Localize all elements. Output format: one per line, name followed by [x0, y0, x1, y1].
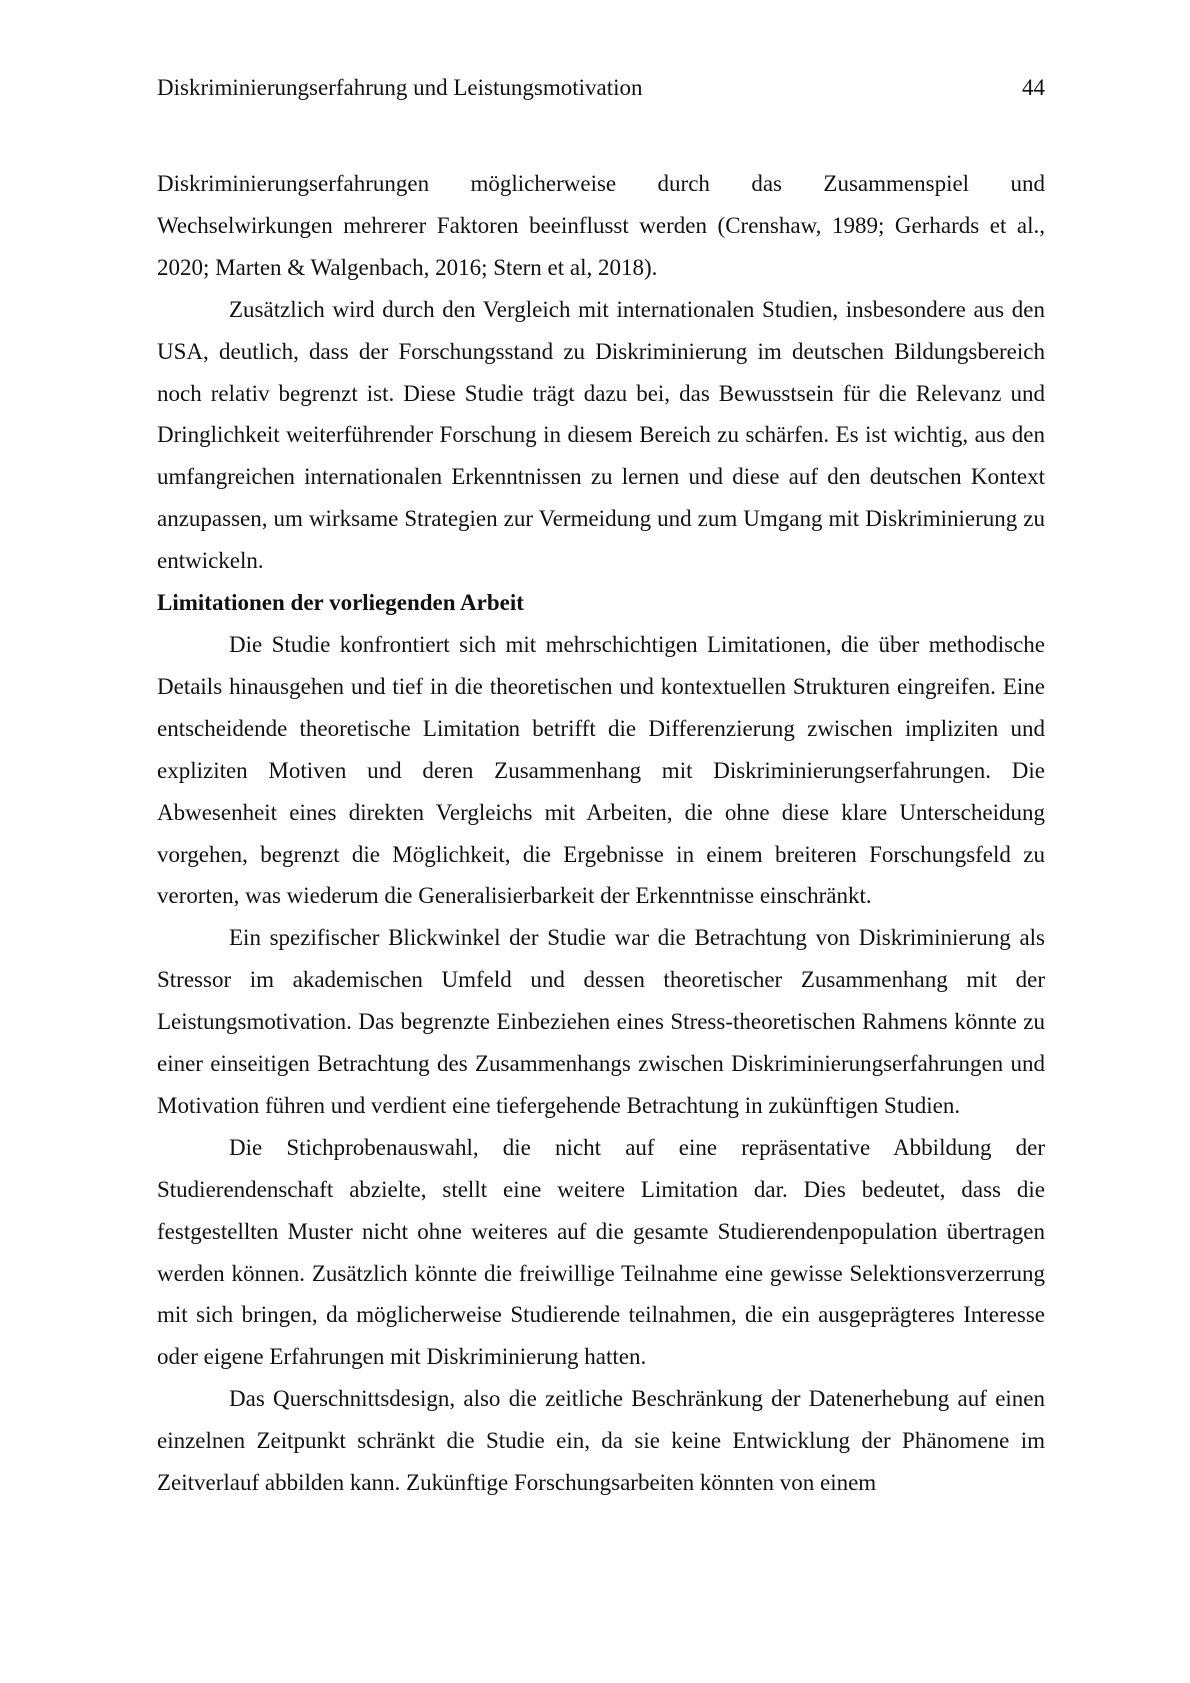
section-heading-limitations: Limitationen der vorliegenden Arbeit: [157, 590, 524, 616]
page-number: 44: [1022, 75, 1045, 100]
running-header: [157, 70, 1045, 106]
paragraph-cross-sectional-design: Das Querschnittsdesign, also die zeitliche Beschränkung der Datenerhebung auf einen einzelnen Zeitpunkt schränkt die Studie ein, da sie keine Entwicklung der Phänomene im Zeitverlauf abbilden kann. Zukünftige Forschungsarbeiten könnten von einem: [157, 1386, 1045, 1496]
body-text: [157, 163, 1045, 1504]
paragraph-stressor: Ein spezifischer Blickwinkel der Studie war die Betrachtung von Diskriminierung als Stressor im akademischen Umfeld und dessen theoretischer Zusammenhang mit der Leistungsmotivation. Das begrenzte Einbeziehen eines Stress-theoretischen Rahmens könnte zu einer einseitigen Betrachtung des Zusammenhangs zwischen Diskriminierungserfahrungen und Motivation führen und verdient eine tiefergehende Betrachtung in zukünftigen Studien.: [157, 925, 1045, 1118]
running-header-title: Diskriminierungserfahrung und Leistungsmotivation: [157, 75, 643, 100]
paragraph-international-comparison: Zusätzlich wird durch den Vergleich mit internationalen Studien, insbesondere aus den USA, deutlich, dass der Forschungsstand zu Diskriminierung im deutschen Bildungsbereich noch relativ begrenzt ist. Diese Studie trägt dazu bei, das Bewusstsein für die Relevanz und Dringlichkeit weiterführender Forschung in diesem Bereich zu schärfen. Es ist wichtig, aus den umfangreichen internationalen Erkenntnissen zu lernen und diese auf den deutschen Kontext anzupassen, um wirksame Strategien zur Vermeidung und zum Umgang mit Diskriminierung zu entwickeln.: [157, 296, 1045, 574]
paragraph-limitations: Die Studie konfrontiert sich mit mehrschichtigen Limitationen, die über methodische Details hinausgehen und tief in die theoretischen und kontextuellen Strukturen eingreifen. Eine entscheidende theoretische Limitation betrifft die Differenzierung zwischen impliziten und expliziten Motiven und deren Zusammenhang mit Diskriminierungserfahrungen. Die Abwesenheit eines direkten Vergleichs mit Arbeiten, die ohne diese klare Unterscheidung vorgehen, begrenzt die Möglichkeit, die Ergebnisse in einem breiteren Forschungsfeld zu verorten, was wiederum die Generalisierbarkeit der Erkenntnisse einschränkt.: [157, 631, 1045, 909]
paragraph-continued: Diskriminierungserfahrungen möglicherweise durch das Zusammenspiel und Wechselwirkungen mehrerer Faktoren beeinflusst werden (Crenshaw, 1989; Gerhards et al., 2020; Marten & Walgenbach, 2016; Stern et al, 2018).: [157, 171, 1045, 280]
paragraph-sample: Die Stichprobenauswahl, die nicht auf eine repräsentative Abbildung der Studierendenschaft abzielte, stellt eine weitere Limitation dar. Dies bedeutet, dass die festgestellten Muster nicht ohne weiteres auf die gesamte Studierendenpopulation übertragen werden können. Zusätzlich könnte die freiwillige Teilnahme eine gewisse Selektionsverzerrung mit sich bringen, da möglicherweise Studierende teilnahmen, die ein ausgeprägteres Interesse oder eigene Erfahrungen mit Diskriminierung hatten.: [157, 1134, 1045, 1370]
